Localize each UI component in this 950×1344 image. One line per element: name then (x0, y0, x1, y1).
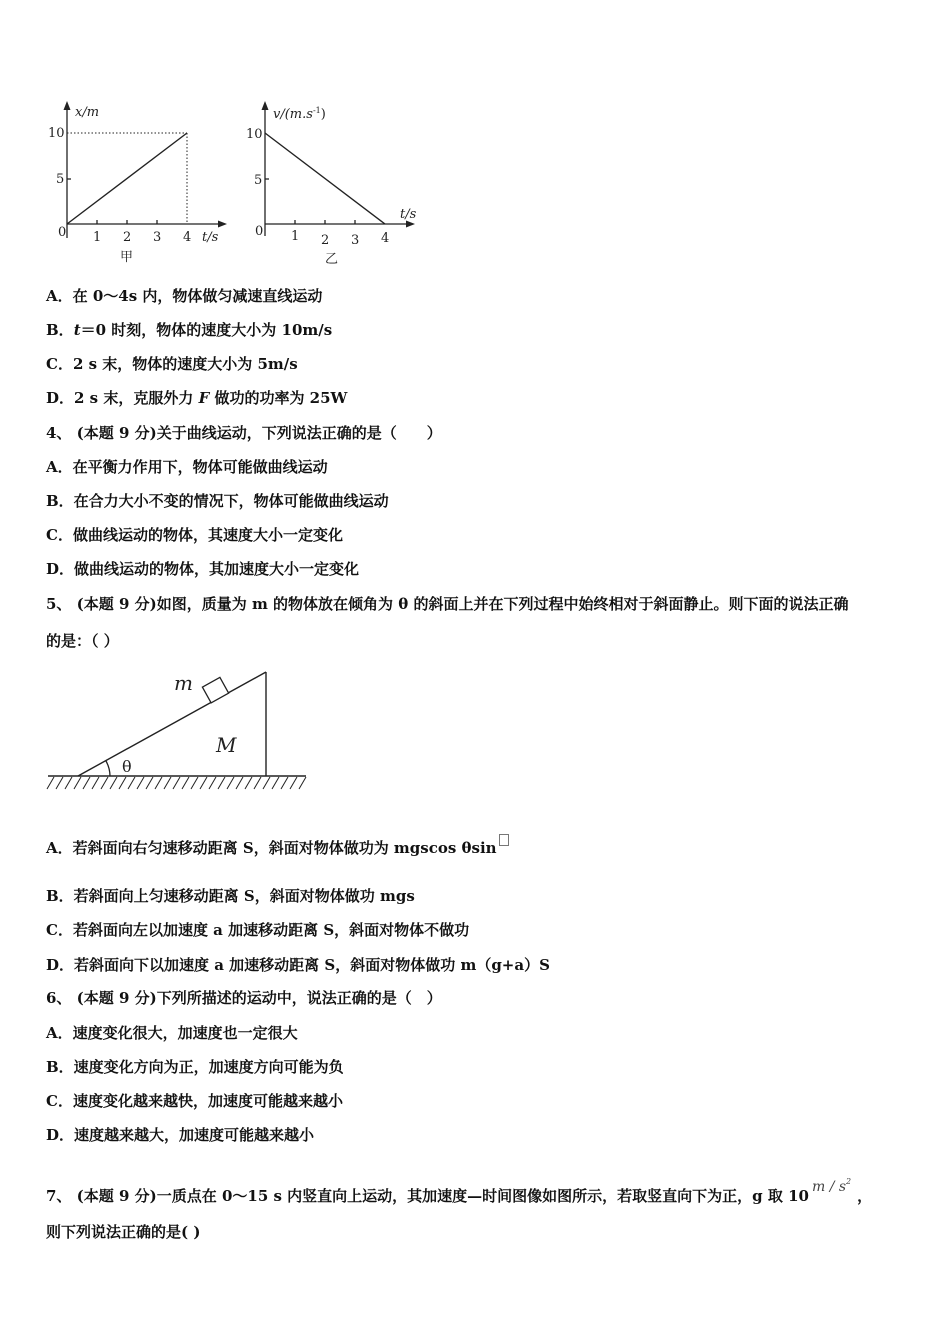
y-axis-label: x/m (75, 105, 100, 120)
x-t-line (67, 133, 187, 224)
block-m (202, 677, 228, 702)
q6-option-b: B．速度变化方向为正，加速度方向可能为负 (46, 1058, 344, 1076)
q5-stem-line1: 5、 (本题 9 分)如图，质量为 m 的物体放在倾角为 θ 的斜面上并在下列过程中始终相对于斜面静止。则下面的说法正确 (46, 595, 849, 613)
y-axis-arrow (64, 101, 71, 110)
incline-slope (78, 672, 266, 776)
q6-option-a: A．速度变化很大，加速度也一定很大 (46, 1024, 298, 1042)
graph-caption: 甲 (120, 250, 134, 265)
label-m: m (174, 671, 193, 695)
y-tick-5: 5 (254, 173, 263, 188)
x-tick-4: 4 (381, 231, 390, 246)
incline-figure (44, 664, 314, 799)
q6-stem: 6、 (本题 9 分)下列所描述的运动中，说法正确的是（ ） (46, 989, 442, 1007)
x-axis-label: t/s (400, 207, 417, 222)
x-tick-1: 1 (291, 229, 300, 244)
label-theta: θ (122, 757, 132, 776)
q3-option-d: D．2 s 末，克服外力 F 做功的功率为 25W (46, 389, 348, 407)
q3-option-b: B．t＝0 时刻，物体的速度大小为 10m/s (46, 321, 333, 339)
q4-option-b: B．在合力大小不变的情况下，物体可能做曲线运动 (46, 492, 389, 510)
y-axis-label: $v/(m.s^{-1})$ (273, 106, 326, 122)
svg-text:x/m (75, 105, 99, 120)
unit-m-per-s2: m / $s^2$ (811, 1177, 852, 1195)
x-tick-3: 3 (153, 230, 162, 245)
q5-option-a: A．若斜面向右匀速移动距离 S，斜面对物体做功为 mgscos θsin (46, 838, 509, 858)
q4-option-a: A．在平衡力作用下，物体可能做曲线运动 (46, 458, 328, 476)
y-axis-arrow (262, 101, 269, 110)
label-big-m: M (216, 733, 237, 757)
y-tick-5: 5 (56, 172, 65, 187)
x-axis-arrow (218, 221, 227, 228)
q3-option-a: A．在 0～4s 内，物体做匀减速直线运动 (46, 287, 323, 305)
graph-caption: 乙 (325, 252, 339, 267)
ground-hatching (47, 777, 306, 789)
q7-stem-line1: 7、 (本题 9 分)一质点在 0～15 s 内竖直向上运动，其加速度—时间图像如图所示，若取竖直向下为正，g 取 10 m / $s^2$， (46, 1177, 873, 1205)
q6-option-c: C．速度变化越来越快，加速度可能越来越小 (46, 1092, 343, 1110)
x-tick-2: 2 (123, 230, 132, 245)
q4-stem: 4、 (本题 9 分)关于曲线运动，下列说法正确的是（ ） (46, 424, 442, 442)
origin-label: 0 (255, 224, 264, 239)
q5-stem-line2: 的是：（ ） (46, 632, 119, 650)
q6-option-d: D．速度越来越大，加速度可能越来越小 (46, 1126, 315, 1144)
y-tick-10: 10 (246, 127, 263, 142)
x-tick-3: 3 (351, 233, 360, 248)
q3-option-c: C．2 s 末，物体的速度大小为 5m/s (46, 355, 298, 373)
missing-glyph-icon (499, 834, 509, 846)
q5-option-c: C．若斜面向左以加速度 a 加速移动距离 S，斜面对物体不做功 (46, 921, 470, 939)
origin-label: 0 (58, 225, 67, 240)
q4-option-d: D．做曲线运动的物体，其加速度大小一定变化 (46, 560, 360, 578)
x-axis-label: t/s (202, 230, 219, 245)
x-tick-4: 4 (183, 230, 192, 245)
angle-arc (106, 761, 110, 776)
q5-option-b: B．若斜面向上匀速移动距离 S，斜面对物体做功 mgs (46, 887, 415, 905)
q5-option-d: D．若斜面向下以加速度 a 加速移动距离 S，斜面对物体做功 m（g+a）S (46, 956, 550, 974)
graph-jia-x-t (40, 98, 230, 268)
x-tick-2: 2 (321, 233, 330, 248)
y-tick-10: 10 (48, 126, 65, 141)
x-tick-1: 1 (93, 230, 102, 245)
q4-option-c: C．做曲线运动的物体，其速度大小一定变化 (46, 526, 343, 544)
graph-yi-v-t (240, 98, 430, 268)
q7-stem-line2: 则下列说法正确的是( ) (46, 1223, 201, 1241)
v-t-line (265, 133, 385, 224)
